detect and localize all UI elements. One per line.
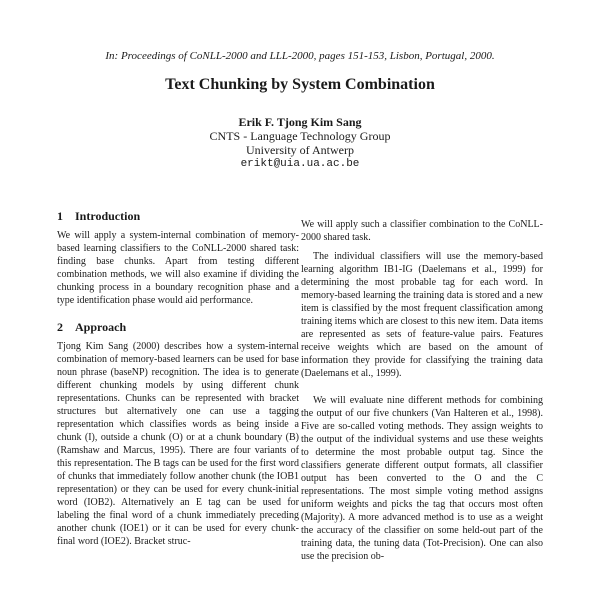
section-title: Approach xyxy=(75,320,127,334)
paper-title: Text Chunking by System Combination xyxy=(165,76,435,93)
section-number: 1 xyxy=(57,209,63,223)
section-number: 2 xyxy=(57,320,63,334)
section-title: Introduction xyxy=(75,209,141,223)
left-column xyxy=(57,210,299,554)
venue-line: In: Proceedings of CoNLL-2000 and LLL-2000, pages 151-153, Lisbon, Portugal, 2000. xyxy=(105,50,495,62)
author-email: erikt@uia.ua.ac.be xyxy=(240,158,360,170)
introduction-paragraph: We will apply a system-internal combination of memory-based learning classifiers to the CoNLL-2000 shared task: finding base chunks. Apart from testing different combination methods, we will also examine if dividing the chunking process in a boundary recognition phase and a type identification phase would aid performance. xyxy=(57,230,299,306)
section-heading-approach xyxy=(57,321,299,334)
author-institution: University of Antwerp xyxy=(246,143,354,157)
section-heading-introduction xyxy=(57,210,299,223)
body-paragraph: We will evaluate nine different methods for combining the output of our five chunkers (Van Halteren et al., 1998). Five are so-called voting methods. They assign weights to the output of the individual systems and use these weights to determine the most probable output tag. Since the classifiers generate different output formats, all classifier output has been converted to the O and the C representations. The most simple voting method assigns uniform weights and picks the tag that occurs most often (Majority). A more advanced method is to use as a weight the accuracy of the classifier on some held-out part of the training data, the tuning data (Tot-Precision). One can also use the precision ob- xyxy=(301,395,543,562)
author-name: Erik F. Tjong Kim Sang xyxy=(238,115,362,129)
right-column xyxy=(301,218,543,569)
body-paragraph: The individual classifiers will use the memory-based learning algorithm IB1-IG (Daelemans et al., 1999) for determining the most probable tag for each word. In memory-based learning the training data is stored and a new item is classified by the most frequent classification among training items which are closest to this new item. Data items are represented as sets of feature-value pairs. Features receive weights which are based on the amount of information they provide for classifying the training data (Daelemans et al., 1999). xyxy=(301,251,543,379)
body-paragraph: We will apply such a classifier combination to the CoNLL-2000 shared task. xyxy=(301,219,543,243)
author-affiliation: CNTS - Language Technology Group xyxy=(209,129,391,143)
author-block xyxy=(0,115,600,171)
approach-paragraph: Tjong Kim Sang (2000) describes how a system-internal combination of memory-based learners can be used for base noun phrase (baseNP) recognition. The idea is to generate different chunking models by using different chunk representations. Chunks can be represented with bracket structures but alternatively one can use a tagging representation which classifies words as being inside a chunk (I), outside a chunk (O) or at a chunk boundary (B) (Ramshaw and Marcus, 1995). There are four variants of this representation. The B tags can be used for the first word of chunks that immediately follow another chunk (the IOB1 representation) or they can be used for every chunk-initial word (IOB2). Alternatively an E tag can be used for labeling the final word of a chunk immediately preceding another chunk (IOE1) or it can be used for every chunk-final word (IOE2). Bracket struc- xyxy=(57,341,299,547)
